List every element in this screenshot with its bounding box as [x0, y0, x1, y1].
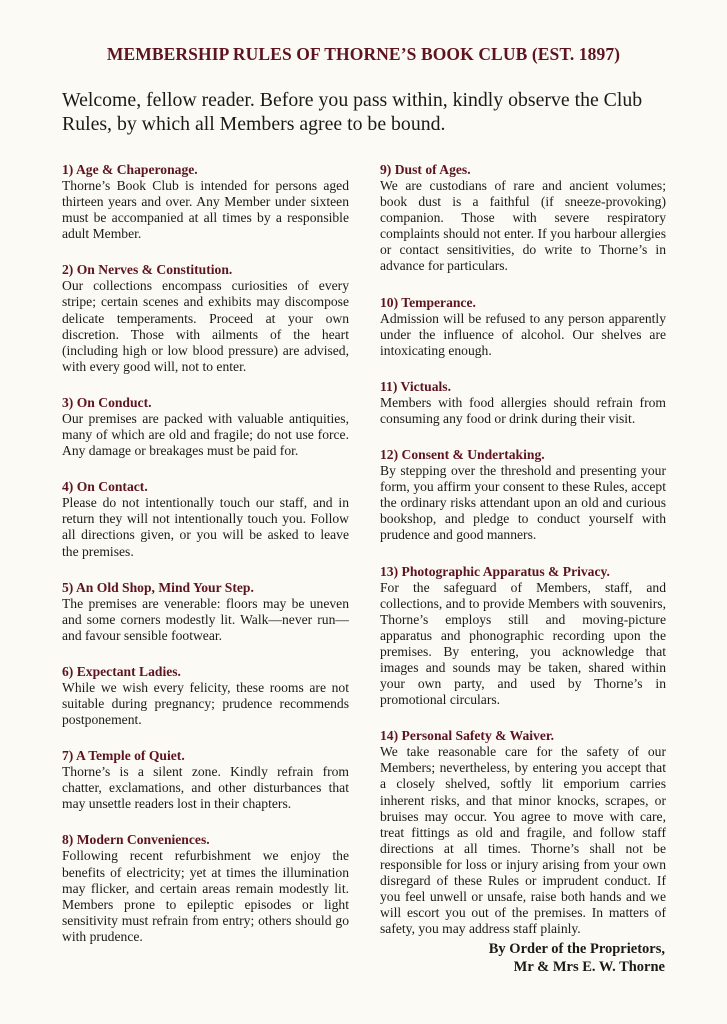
rule-text: Thorne’s Book Club is intended for persons aged thirteen years and over. Any Member under sixteen must be accompanied at all times by a responsible adult Member.: [62, 178, 349, 242]
rule-heading: 2) On Nerves & Constitution.: [62, 262, 233, 278]
rule-item: [62, 262, 349, 375]
rule-heading: 4) On Contact.: [62, 479, 148, 495]
rule-text: Following recent refurbishment we enjoy the benefits of electricity; yet at times the illumination may flicker, and certain areas remain modestly lit. Members prone to epileptic episodes or light sensitivity must refrain from entry; others should go with prudence.: [62, 848, 349, 944]
rule-text: Our collections encompass curiosities of every stripe; certain scenes and exhibits may discompose delicate temperaments. Proceed at your own discretion. Those with ailments of the heart (including high or low blood pressure) are advised, with every good will, not to enter.: [62, 278, 349, 374]
rule-item: [380, 295, 666, 359]
rule-heading: 1) Age & Chaperonage.: [62, 162, 198, 177]
rule-heading: 5) An Old Shop, Mind Your Step.: [62, 579, 254, 595]
rule-text: Admission will be refused to any person apparently under the influence of alcohol. Our shelves are intoxicating enough.: [380, 310, 666, 358]
rule-heading: 11) Victuals.: [380, 378, 451, 394]
rule-text: Our premises are packed with valuable antiquities, many of which are old and fragile; do not use force. Any damage or breakages must be paid for.: [62, 410, 349, 459]
rule-item: [380, 447, 666, 543]
rule-text: For the safeguard of Members, staff, and collections, and to provide Members with souvenirs, Thorne’s employs still and moving-picture apparatus and phonographic recording upon the premises. By entering, you acknowledge that images and sounds may be taken, shared within your own party, and used by Thorne’s in promotional circulars.: [380, 579, 666, 708]
rule-heading: 10) Temperance.: [380, 294, 476, 310]
intro-paragraph: Welcome, fellow reader. Before you pass within, kindly observe the Club Rules, by which all Members agree to be bound.: [62, 89, 643, 135]
rule-text: Please do not intentionally touch our staff, and in return they will not intentionally touch you. Follow all directions given, or you will be asked to leave the premises.: [62, 495, 349, 559]
rule-item: [62, 479, 349, 559]
page-title: MEMBERSHIP RULES OF THORNE’S BOOK CLUB (EST. 1897): [106, 44, 621, 64]
signoff-line: By Order of the Proprietors,: [488, 941, 665, 957]
rule-item: [62, 395, 349, 459]
proprietors-name: Mr & Mrs E. W. Thorne: [513, 959, 665, 975]
rule-text: We are custodians of rare and ancient volumes; book dust is a faithful (if sneeze-provoking) companion. Those with severe respiratory complaints should not enter. If you harbour allergies or contact sensitivities, do write to Thorne’s in advance for particulars.: [380, 178, 666, 274]
rule-heading: 6) Expectant Ladies.: [62, 663, 181, 679]
rule-text: We take reasonable care for the safety of our Members; nevertheless, by entering you accept that a closely shelved, softly lit emporium carries inherent risks, and that minor knocks, scrapes, or bruises may occur. You agree to move with care, treat fittings as old and fragile, and follow staff directions at all times. Thorne’s shall not be responsible for loss or injury arising from your own disregard of these Rules or imprudent conduct. If you feel unwell or unsafe, raise both hands and we will escort you out of the premises. In matters of safety, you may address staff plainly.: [380, 744, 666, 937]
rule-heading: 14) Personal Safety & Waiver.: [380, 728, 555, 744]
rule-heading: 12) Consent & Undertaking.: [380, 447, 545, 463]
rule-text: Members with food allergies should refrain from consuming any food or drink during their visit.: [380, 394, 666, 426]
rule-heading: 3) On Conduct.: [62, 394, 152, 410]
rule-item: [380, 162, 666, 275]
rule-item: [62, 832, 349, 945]
rule-item: [380, 728, 666, 937]
rule-item: [380, 379, 666, 427]
rule-item: [62, 664, 349, 728]
rule-heading: 13) Photographic Apparatus & Privacy.: [380, 563, 610, 579]
rule-item: [380, 564, 666, 709]
rule-item: [62, 162, 349, 242]
rule-text: Thorne’s is a silent zone. Kindly refrain from chatter, exclamations, and other disturbances that may unsettle readers lost in their chapters.: [62, 764, 349, 812]
right-column: [380, 162, 666, 957]
rule-item: [62, 748, 349, 812]
rule-heading: 7) A Temple of Quiet.: [62, 748, 185, 764]
rule-heading: 8) Modern Conveniences.: [62, 832, 210, 848]
rule-text: While we wish every felicity, these rooms are not suitable during pregnancy; prudence recommends postponement.: [62, 679, 349, 728]
signature-block: [345, 940, 665, 976]
left-column: [62, 162, 349, 965]
rule-item: [62, 580, 349, 644]
rule-text: By stepping over the threshold and presenting your form, you affirm your consent to these Rules, accept the ordinary risks attendant upon an old and curious bookshop, and pledge to conduct yourself with prudence and good manners.: [380, 463, 666, 543]
rule-text: The premises are venerable: floors may be uneven and some corners modestly lit. Walk—never run—and favour sensible footwear.: [62, 595, 349, 643]
rule-heading: 9) Dust of Ages.: [380, 162, 471, 177]
